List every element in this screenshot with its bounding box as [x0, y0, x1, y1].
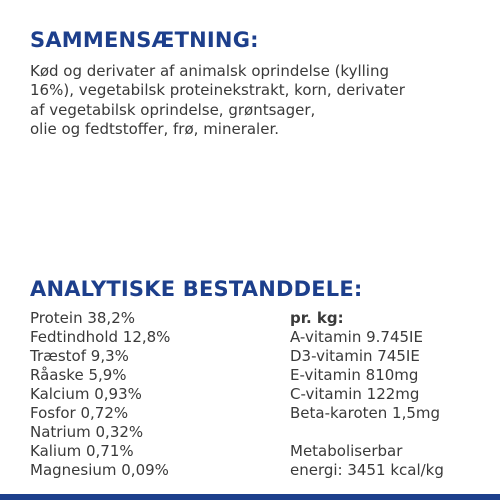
composition-line: 16%), vegetabilsk proteinekstrakt, korn, derivater: [30, 81, 405, 100]
nutrient-item: Træstof 9,3%: [30, 347, 129, 365]
composition-line: Kød og derivater af animalsk oprindelse (kylling: [30, 62, 389, 80]
vitamin-item: Beta-karoten 1,5mg: [290, 404, 441, 422]
composition-line: af vegetabilsk oprindelse, grøntsager,: [30, 100, 316, 119]
bottom-accent-bar: [0, 494, 500, 500]
nutrient-item: Fedtindhold 12,8%: [30, 328, 171, 346]
vitamin-item: E-vitamin 810mg: [290, 366, 419, 384]
vitamin-item: C-vitamin 122mg: [290, 385, 420, 403]
nutrient-item: Kalcium 0,93%: [30, 385, 142, 403]
composition-line: olie og fedtstoffer, frø, mineraler.: [30, 119, 280, 138]
nutrient-item: Natrium 0,32%: [30, 423, 144, 441]
energy-line: Metaboliserbar: [290, 442, 403, 460]
per-kg-title: pr. kg:: [290, 309, 344, 327]
vitamin-item: A-vitamin 9.745IE: [290, 328, 423, 346]
nutrient-item: Råaske 5,9%: [30, 366, 127, 384]
composition-heading: SAMMENSÆTNING:: [30, 28, 259, 52]
list-spacer: [290, 423, 444, 442]
analytics-nutrient-list: [30, 309, 170, 480]
analytics-vitamin-list: [290, 309, 444, 480]
nutrient-item: Kalium 0,71%: [30, 442, 134, 460]
nutrient-item: Protein 38,2%: [30, 309, 135, 327]
analytics-heading: ANALYTISKE BESTANDDELE:: [30, 277, 363, 301]
energy-line: energi: 3451 kcal/kg: [290, 461, 444, 479]
nutrient-item: Magnesium 0,09%: [30, 461, 169, 479]
vitamin-item: D3-vitamin 745IE: [290, 347, 420, 365]
nutrient-item: Fosfor 0,72%: [30, 404, 129, 422]
composition-text: [30, 62, 485, 139]
